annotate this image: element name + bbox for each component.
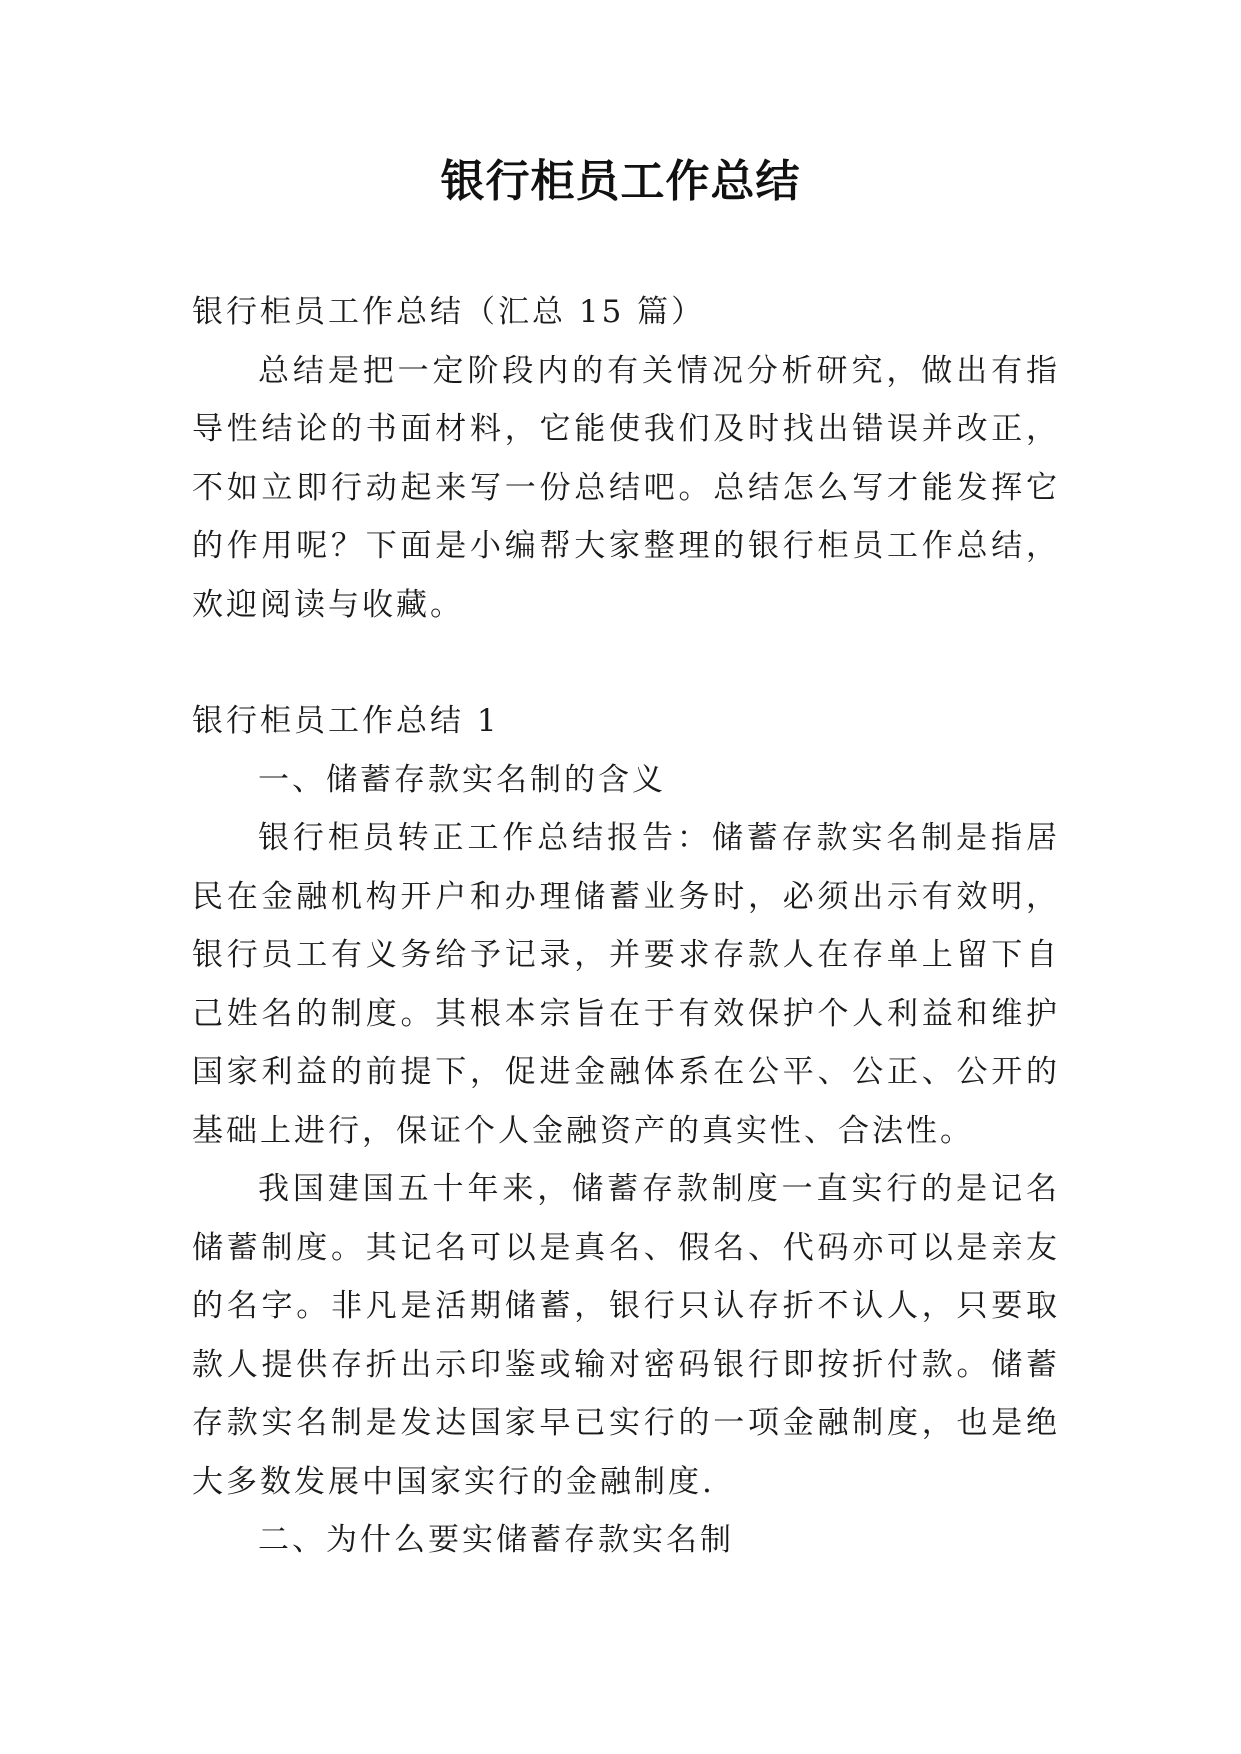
- document-title: 银行柜员工作总结: [440, 156, 801, 207]
- body-paragraph-2: 我国建国五十年来，储蓄存款制度一直实行的是记名储蓄制度。其记名可以是真名、假名、代码亦可以是亲友的名字。非凡是活期储蓄，银行只认存折不认人，只要取款人提供存折出示印鉴或输对密码银行即按折付款。储蓄存款实名制是发达国家早已实行的一项金融制度，也是绝大多数发展中国家实行的金融制度.: [192, 1171, 1060, 1500]
- body-paragraph-1: 银行柜员转正工作总结报告：储蓄存款实名制是指居民在金融机构开户和办理储蓄业务时，必须出示有效明，银行员工有义务给予记录，并要求存款人在存单上留下自己姓名的制度。其根本宗旨在于有效保护个人利益和维护国家利益的前提下，促进金融体系在公平、公正、公开的基础上进行，保证个人金融资产的真实性、合法性。: [192, 820, 1060, 1149]
- section-heading-2: 二、为什么要实储蓄存款实名制: [258, 1522, 734, 1558]
- document-subtitle: 银行柜员工作总结（汇总 15 篇）: [192, 294, 706, 330]
- section-gap: [192, 634, 1060, 692]
- intro-paragraph: 总结是把一定阶段内的有关情况分析研究，做出有指导性结论的书面材料，它能使我们及时找出错误并改正，不如立即行动起来写一份总结吧。总结怎么写才能发挥它的作用呢？下面是小编帮大家整理的银行柜员工作总结，欢迎阅读与收藏。: [192, 352, 1060, 623]
- section-title: 银行柜员工作总结 1: [192, 703, 500, 739]
- section-heading-1: 一、储蓄存款实名制的含义: [258, 761, 666, 798]
- document-body: [192, 283, 1060, 1570]
